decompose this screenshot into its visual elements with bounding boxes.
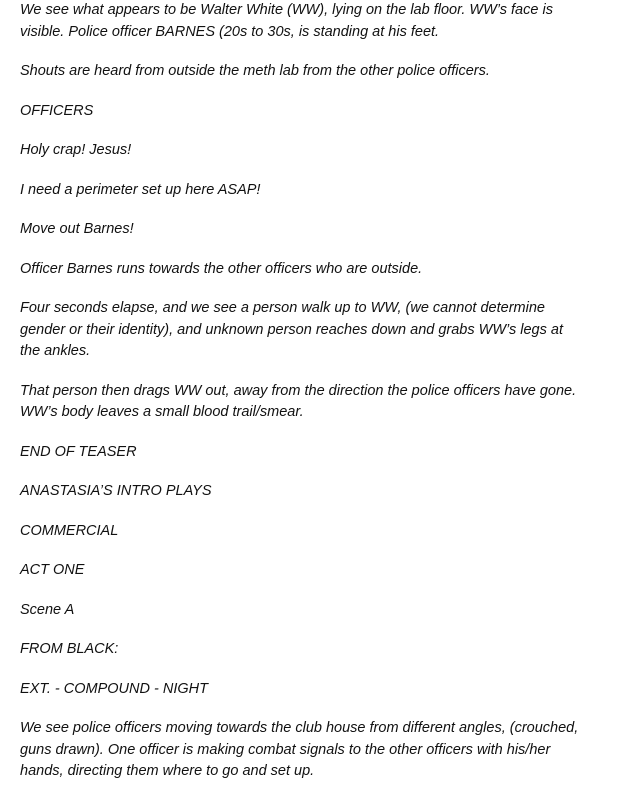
action-paragraph: Shouts are heard from outside the meth lab from the other police officers. [20,63,490,79]
character-name: OFFICERS [20,102,94,119]
transition-heading: FROM BLACK: [20,641,119,657]
dialogue-line: I need a perimeter set up here ASAP! [20,181,261,198]
slugline: EXT. - COMPOUND - NIGHT [20,680,208,697]
transition-heading: COMMERCIAL [20,522,119,539]
dialogue-line: Holy crap! Jesus! [20,142,132,158]
scene-heading: Scene A [20,601,75,618]
action-paragraph: That person then drags WW out, away from the direction the police officers have gone. WW’s body leaves a small blood trail/smear. [20,382,577,420]
action-paragraph: Officer Barnes runs towards the other officers who are outside. [20,260,423,277]
act-heading: ACT ONE [20,562,85,578]
transition-heading: END OF TEASER [20,443,137,460]
transition-heading: ANASTASIA’S INTRO PLAYS [20,483,212,499]
action-paragraph: We see what appears to be Walter White (WW), lying on the lab floor. WW’s face is visible. Police officer BARNES (20s to 30s, is standing at his feet. [20,2,553,40]
action-paragraph: We see police officers moving towards the club house from different angles, (crouched, guns drawn). One officer is making combat signals to the other officers with his/her hands, directing them where to go and set up. [20,720,579,779]
dialogue-line: Move out Barnes! [20,221,134,237]
script-document [20,0,580,801]
action-paragraph: Four seconds elapse, and we see a person walk up to WW, (we cannot determine gender or their identity), and unknown person reaches down and grabs WW’s legs at the ankles. [20,300,563,359]
